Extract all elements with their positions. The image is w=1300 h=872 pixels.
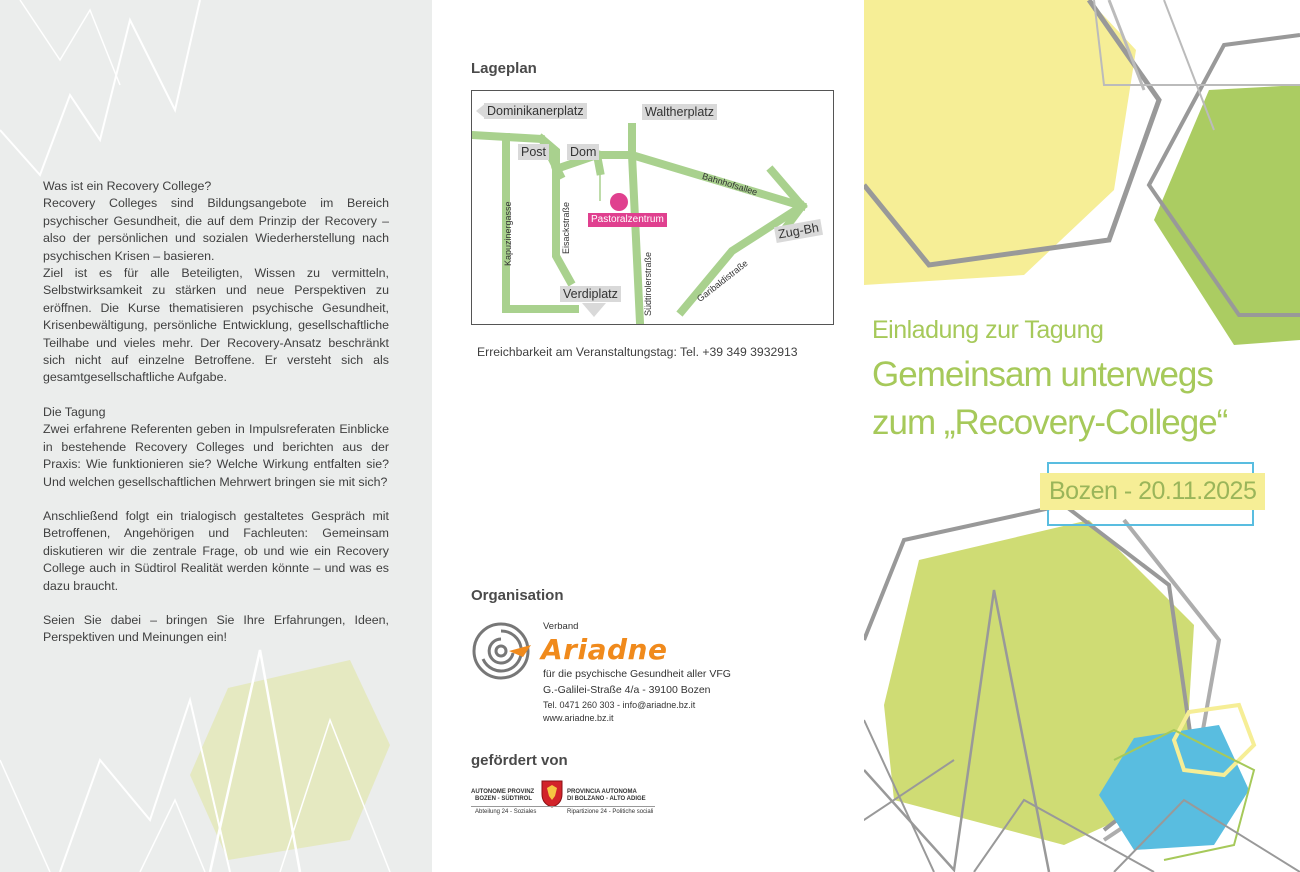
org-address: G.-Galilei-Straße 4/a - 39100 Bozen: [543, 684, 711, 696]
sponsor-logo: [471, 780, 701, 820]
intro-panel: [0, 0, 432, 872]
sponsor-it-line2: DI BOLZANO - ALTO ADIGE: [567, 796, 646, 802]
org-contact: Tel. 0471 260 303 - info@ariadne.bz.it: [543, 700, 696, 710]
sponsor-title: gefördert von: [471, 752, 568, 769]
org-verband: Verband: [543, 621, 579, 632]
invitation-label: Einladung zur Tagung: [872, 316, 1104, 344]
place-zug-bh: Zug-Bh: [774, 219, 823, 243]
street-suedtirolerstrasse: Südtirolerstraße: [643, 251, 653, 316]
paragraph-dialogue: Anschließend folgt ein trialogisch gestaltetes Gespräch mit Betroffenen, Angehörigen und Fachleuten: Gemeinsam diskutieren wir die zentrale Frage, ob und wie ein Recovery College auch in Südtirol Realität werden könnte – und was es dazu braucht.: [43, 508, 389, 593]
place-pastoralzentrum: Pastoralzentrum: [588, 213, 667, 227]
street-bahnhofsallee: Bahnhofsallee: [701, 171, 759, 198]
organisation-title: Organisation: [471, 587, 564, 604]
org-name: Ariadne: [541, 633, 668, 666]
event-title-line2: zum „Recovery-College“: [872, 403, 1228, 442]
event-title-line1: Gemeinsam unterwegs: [872, 355, 1213, 394]
place-verdiplatz: Verdiplatz: [560, 286, 621, 302]
place-post: Post: [518, 144, 549, 160]
heading-conference: Die Tagung: [43, 404, 106, 419]
coat-of-arms-icon: [541, 780, 563, 808]
street-kapuzinergasse: Kapuzinergasse: [503, 201, 513, 266]
sponsor-de-dept: Abteilung 24 - Soziales: [475, 809, 537, 815]
event-day-contact: Erreichbarkeit am Veranstaltungstag: Tel. +39 349 3932913: [477, 345, 798, 359]
place-dom: Dom: [567, 144, 599, 160]
info-panel: [432, 0, 864, 872]
arrow-verdiplatz-icon: [582, 303, 606, 317]
place-waltherplatz: Waltherplatz: [642, 104, 717, 120]
labyrinth-logo-icon: [471, 621, 535, 685]
sponsor-de-line2: BOZEN - SÜDTIROL: [475, 796, 532, 802]
org-website: www.ariadne.bz.it: [543, 713, 614, 723]
sponsor-divider: [471, 806, 655, 807]
map-title: Lageplan: [471, 60, 537, 77]
street-eisackstrasse: Eisackstraße: [561, 201, 571, 254]
org-tagline: für die psychische Gesundheit aller VFG: [543, 668, 731, 680]
place-dominikanerplatz: Dominikanerplatz: [484, 103, 587, 119]
cover-panel: [864, 0, 1300, 872]
sponsor-de-line1: AUTONOME PROVINZ: [471, 789, 535, 795]
paragraph-speakers: Zwei erfahrene Referenten geben in Impulsreferaten Einblicke in bestehende Recovery Colleges und berichten aus der Praxis: Wie funktionieren sie? Welche Wirkung entfalten sie? Und welchen gesellschaftlichen Mehrwert bringen sie mit sich?: [43, 422, 389, 489]
organisation-block: [471, 615, 851, 725]
paragraph-definition: Recovery Colleges sind Bildungsangebote im Bereich psychischer Gesundheit, die auf dem Prinzip der Recovery – also der persönlichen und sozialen Wiederherstellung nach psychischen Krisen – basieren.: [43, 196, 389, 263]
intro-text: [43, 178, 389, 664]
location-pin-icon: [610, 193, 628, 211]
event-date: Bozen - 20.11.2025: [1040, 473, 1265, 510]
paragraph-invitation: Seien Sie dabei – bringen Sie Ihre Erfahrungen, Ideen, Perspektiven und Meinungen ein!: [43, 612, 389, 645]
sponsor-it-dept: Ripartizione 24 - Politiche sociali: [567, 809, 654, 815]
street-garibaldistrasse: Garibaldistraße: [695, 258, 750, 304]
sponsor-it-line1: PROVINCIA AUTONOMA: [567, 789, 637, 795]
site-map: [471, 90, 834, 325]
paragraph-goal: Ziel ist es für alle Beteiligten, Wissen zu vermitteln, Selbstwirksamkeit zu stärken und neue Perspektiven zu eröffnen. Die Kurse thematisieren psychische Gesundheit, Krisenbewältigung, persönliche Entwicklung, gesellschaftliche Teilhabe und vieles mehr. Der Recovery-Ansatz beschränkt sich nicht auf einzelne Betroffene. Er versteht sich als gesamtgesellschaftliche Aufgabe.: [43, 266, 389, 385]
heading-what-is: Was ist ein Recovery College?: [43, 179, 212, 193]
